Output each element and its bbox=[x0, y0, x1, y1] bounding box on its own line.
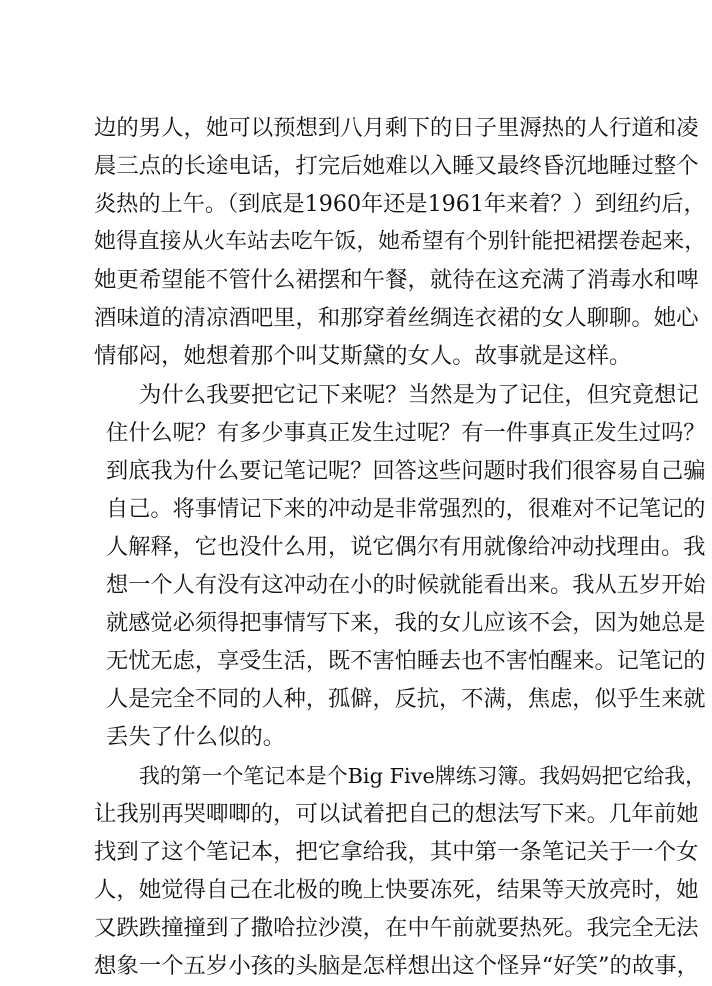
text-line: 晨三点的长途电话，打完后她难以入睡又最终昏沉地睡过整个 bbox=[94, 153, 699, 179]
text-line: 到底我为什么要记笔记呢？回答这些问题时我们很容易自己骗 bbox=[106, 458, 706, 484]
text-line: 让我别再哭唧唧的，可以试着把自己的想法写下来。几年前她 bbox=[94, 801, 699, 827]
text-line: 想象一个五岁小孩的头脑是怎样想出这个怪异“好笑”的故事， bbox=[94, 953, 700, 979]
text-line: 又跌跌撞撞到了撒哈拉沙漠，在中午前就要热死。我完全无法 bbox=[94, 915, 699, 941]
text-line: 为什么我要把它记下来呢？当然是为了记住，但究竟想记 bbox=[139, 382, 699, 408]
text-line: 我的第一个笔记本是个Big Five牌练习簿。我妈妈把它给我， bbox=[139, 764, 707, 788]
text-line: 她更希望能不管什么裙摆和午餐，就待在这充满了消毒水和啤 bbox=[94, 267, 699, 293]
text-line: 住什么呢？有多少事真正发生过呢？有一件事真正发生过吗？ bbox=[106, 420, 706, 446]
text-line: 自己。将事情记下来的冲动是非常强烈的，很难对不记笔记的 bbox=[106, 496, 706, 522]
text-line: 人，她觉得自己在北极的晚上快要冻死，结果等天放亮时，她 bbox=[94, 877, 699, 903]
text-line: 就感觉必须得把事情写下来，我的女儿应该不会，因为她总是 bbox=[106, 610, 706, 636]
text-line: 她得直接从火车站去吃午饭，她希望有个别针能把裙摆卷起来， bbox=[94, 229, 707, 254]
text-line: 情郁闷，她想着那个叫艾斯黛的女人。故事就是这样。 bbox=[94, 343, 632, 369]
text-line: 酒味道的清凉酒吧里，和那穿着丝绸连衣裙的女人聊聊。她心 bbox=[94, 305, 699, 331]
text-line: 无忧无虑，享受生活，既不害怕睡去也不害怕醒来。记笔记的 bbox=[106, 648, 706, 674]
text-line: 人是完全不同的人种，孤僻，反抗，不满，焦虑，似乎生来就 bbox=[106, 686, 706, 712]
text-line: 边的男人，她可以预想到八月剩下的日子里溽热的人行道和凌 bbox=[94, 115, 699, 141]
text-line: 丢失了什么似的。 bbox=[106, 724, 286, 750]
text-line: 想一个人有没有这冲动在小的时候就能看出来。我从五岁开始 bbox=[106, 572, 706, 598]
text-line: 人解释，它也没什么用，说它偶尔有用就像给冲动找理由。我 bbox=[106, 534, 706, 560]
text-line: 找到了这个笔记本，把它拿给我，其中第一条笔记关于一个女 bbox=[94, 839, 699, 865]
text-line: 炎热的上午。（到底是1960年还是1961年来着？）到纽约后， bbox=[94, 191, 706, 217]
